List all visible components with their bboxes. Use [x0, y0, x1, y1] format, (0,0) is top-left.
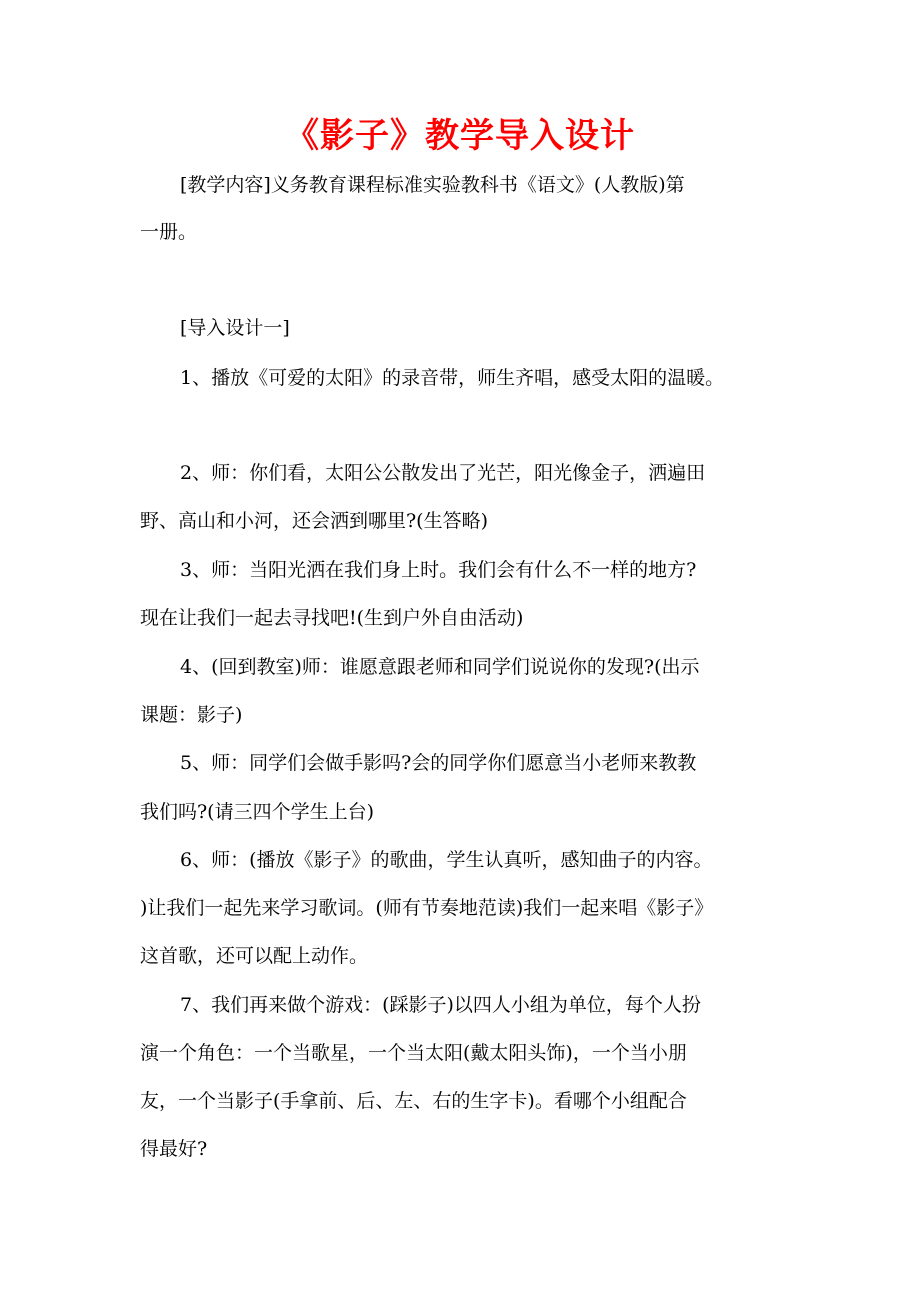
- paragraph-line: 这首歌，还可以配上动作。: [140, 945, 369, 967]
- paragraph-line: 2、师：你们看，太阳公公散发出了光芒，阳光像金子，洒遍田: [180, 462, 706, 484]
- paragraph-line: 演一个角色：一个当歌星，一个当太阳(戴太阳头饰)，一个当小朋: [140, 1042, 687, 1064]
- paragraph-line: 一册。: [140, 221, 198, 243]
- paragraph-line: 1、播放《可爱的太阳》的录音带，师生齐唱，感受太阳的温暖。: [180, 367, 725, 389]
- paragraph-line: 5、师：同学们会做手影吗?会的同学你们愿意当小老师来教教: [180, 752, 697, 774]
- paragraph-line: 4、(回到教室)师：谁愿意跟老师和同学们说说你的发现?(出示: [180, 656, 700, 678]
- section-heading: [导入设计一]: [180, 317, 290, 339]
- document-title: 《影子》教学导入设计: [285, 116, 635, 156]
- paragraph-line: 3、师：当阳光洒在我们身上时。我们会有什么不一样的地方?: [180, 559, 697, 581]
- paragraph-line: [教学内容]义务教育课程标准实验教科书《语文》(人教版)第: [180, 174, 685, 196]
- paragraph-line: )让我们一起先来学习歌词。(师有节奏地范读)我们一起来唱《影子》: [140, 897, 714, 919]
- paragraph-line: 得最好?: [140, 1138, 208, 1160]
- paragraph-line: 7、我们再来做个游戏：(踩影子)以四人小组为单位，每个人扮: [180, 994, 701, 1016]
- paragraph-line: 友，一个当影子(手拿前、后、左、右的生字卡)。看哪个小组配合: [140, 1090, 687, 1112]
- paragraph-line: 6、师：(播放《影子》的歌曲，学生认真听，感知曲子的内容。: [180, 849, 713, 871]
- paragraph-line: 课题：影子): [140, 704, 243, 726]
- paragraph-line: 我们吗?(请三四个学生上台): [140, 801, 375, 823]
- paragraph-line: 现在让我们一起去寻找吧!(生到户外自由活动): [140, 607, 524, 629]
- paragraph-line: 野、高山和小河，还会洒到哪里?(生答略): [140, 510, 489, 532]
